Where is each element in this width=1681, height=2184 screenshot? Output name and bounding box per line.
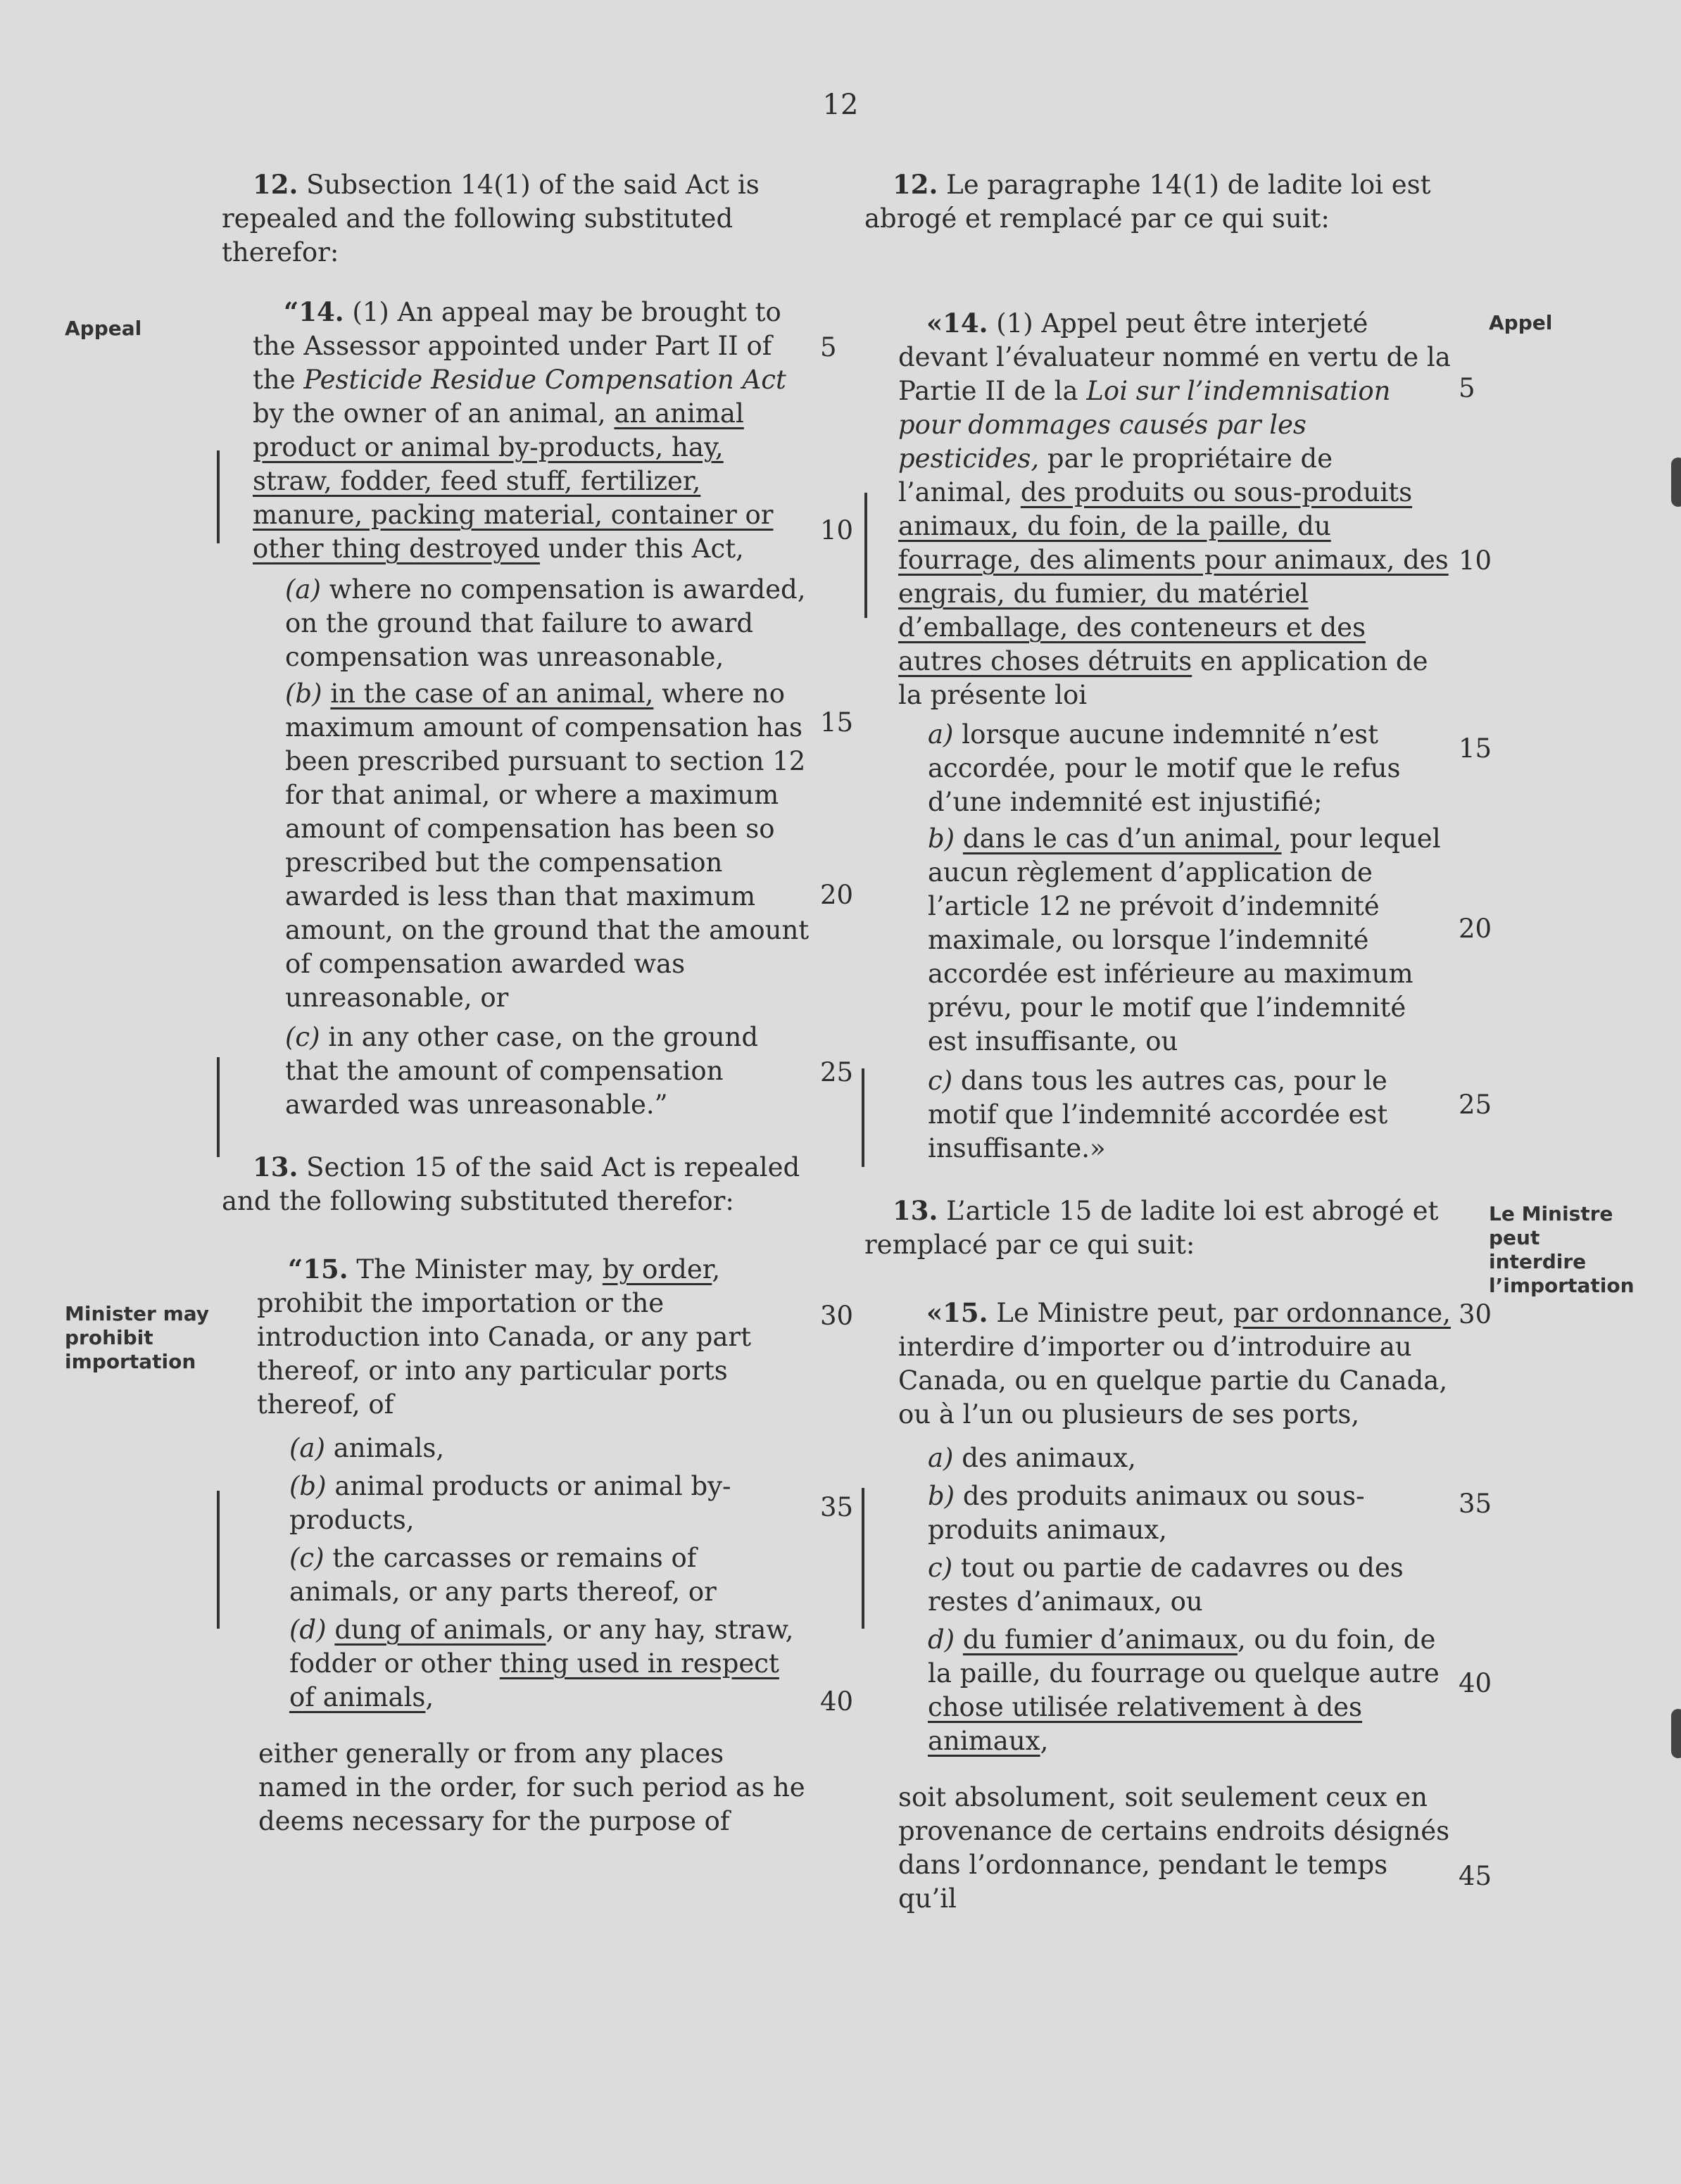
fr-sec14-text-c: en application de la présente loi xyxy=(898,646,1428,710)
en-para-c-label: (c) xyxy=(285,1022,320,1052)
fr-sec14-act-title: Loi sur l’indemnisation pour dommages causés par les pesticides, xyxy=(898,376,1391,474)
en-sec15-number: “15. xyxy=(288,1254,348,1284)
fr-import-b-text: des produits animaux ou sous-produits animaux, xyxy=(928,1481,1365,1545)
fr-section-13 xyxy=(864,1194,1452,1262)
en-sec14-number: “14. xyxy=(284,296,344,327)
fr-import-c-label: c) xyxy=(928,1553,953,1583)
line-number-fr: 20 xyxy=(1459,914,1492,944)
en-import-a-text: animals, xyxy=(325,1433,445,1463)
line-number-fr: 40 xyxy=(1459,1668,1492,1698)
fr-para-a-label: a) xyxy=(928,719,954,750)
marginal-note-minister-en: Minister may prohibit importation xyxy=(65,1302,210,1373)
fr-import-d-label: d) xyxy=(928,1624,955,1655)
en-import-d xyxy=(222,1613,810,1715)
en-import-b-text: animal products or animal by-products, xyxy=(289,1471,731,1535)
en-para-a-label: (a) xyxy=(285,574,321,605)
fr-para-b-text: pour lequel aucun règlement d’application de l’article 12 ne prévoit d’indemnité maximale, ou lorsque l’indemnité accordée est inférieure au maximum prévu, pour le motif que l’indemnité est insuffisante, ou xyxy=(928,823,1441,1056)
en-section-12 xyxy=(222,168,810,270)
en-import-d-text: , or any hay, straw, fodder or other xyxy=(289,1615,794,1679)
fr-import-d-text: , ou du foin, de la paille, du fourrage ou quelque autre xyxy=(928,1624,1440,1689)
line-number-fr: 45 xyxy=(1459,1861,1492,1891)
fr-import-a xyxy=(864,1441,1452,1475)
line-number-en: 20 xyxy=(820,880,854,910)
en-import-d-label: (d) xyxy=(289,1615,327,1645)
fr-import-c xyxy=(864,1551,1452,1619)
en-sec13-heading: 13. xyxy=(253,1151,298,1182)
fr-sec14-number: «14. xyxy=(926,308,988,339)
en-para-b-amended: in the case of an animal, xyxy=(330,678,654,709)
line-number-fr: 30 xyxy=(1459,1299,1492,1330)
english-column xyxy=(222,168,810,1838)
binder-hole-mark xyxy=(1671,457,1681,507)
change-bar xyxy=(217,1491,220,1629)
change-bar xyxy=(862,1488,864,1629)
en-tail xyxy=(222,1737,810,1838)
en-para-a-text: where no compensation is awarded, on the ground that failure to award compensation was unreasonable, xyxy=(285,574,806,672)
en-import-a-label: (a) xyxy=(289,1433,325,1463)
en-import-c-label: (c) xyxy=(289,1543,325,1573)
en-import-c-text: the carcasses or remains of animals, or any parts thereof, or xyxy=(289,1543,717,1607)
fr-sec15-text-a: Le Ministre peut, xyxy=(988,1298,1233,1328)
fr-sec15-amended: par ordonnance, xyxy=(1233,1298,1451,1328)
marginal-note-appeal-en: Appeal xyxy=(65,317,142,340)
en-sec15-text-a: The Minister may, xyxy=(348,1254,603,1284)
marginal-note-appeal-fr: Appel xyxy=(1489,311,1553,334)
en-import-d-amended-1: dung of animals xyxy=(334,1615,546,1645)
en-para-a xyxy=(222,573,810,674)
line-number-fr: 10 xyxy=(1459,545,1492,576)
en-import-d-end: , xyxy=(425,1682,434,1712)
line-number-en: 25 xyxy=(820,1057,854,1087)
line-number-en: 5 xyxy=(820,332,837,362)
fr-sec14-amended-text: des produits ou sous-produits animaux, du foin, de la paille, du fourrage, des aliments pour animaux, des engrais, du fumier, du matériel d’emballage, des conteneurs et des autres choses détruits xyxy=(898,477,1449,676)
change-bar xyxy=(864,493,867,618)
fr-tail-text: soit absolument, soit seulement ceux en provenance de certains endroits désignés dans l’ordonnance, pendant le temps qu’il xyxy=(898,1782,1450,1914)
en-sec13-text: Section 15 of the said Act is repealed and the following substituted therefor: xyxy=(222,1152,800,1216)
change-bar xyxy=(217,1057,220,1157)
en-sec12-text: Subsection 14(1) of the said Act is repealed and the following substituted therefor: xyxy=(222,170,760,267)
en-import-c xyxy=(222,1541,810,1609)
fr-sec15-text-b: interdire d’importer ou d’introduire au Canada, ou en quelque partie du Canada, ou à l’un ou plusieurs de ses ports, xyxy=(898,1332,1448,1429)
en-import-d-amended-2: thing used in respect of animals xyxy=(289,1648,779,1712)
fr-import-d-end: , xyxy=(1040,1726,1049,1756)
fr-import-b xyxy=(864,1479,1452,1547)
en-sec15-amended: by order xyxy=(602,1254,712,1284)
fr-import-d-amended-1: du fumier d’animaux xyxy=(962,1624,1238,1655)
fr-import-d-amended-2: chose utilisée relativement à des animaux xyxy=(928,1692,1363,1756)
en-sec12-heading: 12. xyxy=(253,169,298,200)
en-tail-text: either generally or from any places named in the order, for such period as he deems necessary for the purpose of xyxy=(258,1738,805,1836)
en-para-b xyxy=(222,677,810,1015)
fr-import-a-text: des animaux, xyxy=(953,1443,1136,1473)
en-para-b-label: (b) xyxy=(285,678,322,709)
en-para-c-text: in any other case, on the ground that the amount of compensation awarded was unreasonable.” xyxy=(285,1022,759,1120)
fr-import-d xyxy=(864,1623,1452,1758)
line-number-en: 10 xyxy=(820,515,854,545)
line-number-fr: 35 xyxy=(1459,1489,1492,1519)
line-number-en: 15 xyxy=(820,707,854,738)
line-number-en: 30 xyxy=(820,1301,854,1331)
fr-para-a xyxy=(864,718,1452,819)
line-number-en: 40 xyxy=(820,1686,854,1717)
fr-section-14 xyxy=(864,306,1452,712)
fr-sec14-text-b: par le propriétaire de l’animal, xyxy=(898,443,1333,507)
en-section-15 xyxy=(222,1252,810,1422)
en-sec14-text-a: (1) An appeal may be brought to the Assessor appointed under Part II of the xyxy=(253,297,781,395)
change-bar xyxy=(217,450,220,543)
line-number-fr: 15 xyxy=(1459,733,1492,764)
fr-para-c xyxy=(864,1064,1452,1166)
fr-para-b-label: b) xyxy=(928,823,955,854)
fr-sec12-heading: 12. xyxy=(893,169,938,200)
fr-sec14-text-a: (1) Appel peut être interjeté devant l’évaluateur nommé en vertu de la Partie II de la xyxy=(898,308,1451,406)
en-sec15-text-b: , prohibit the importation or the introduction into Canada, or any part thereof, or into any particular ports thereof, of xyxy=(257,1254,751,1420)
fr-sec12-text: Le paragraphe 14(1) de ladite loi est abrogé et remplacé par ce qui suit: xyxy=(864,170,1431,234)
fr-sec13-text: L’article 15 de ladite loi est abrogé et remplacé par ce qui suit: xyxy=(864,1196,1439,1260)
en-para-c xyxy=(222,1021,810,1122)
page-number: 12 xyxy=(822,89,859,121)
en-sec14-text-b: by the owner of an animal, xyxy=(253,398,615,429)
binder-hole-mark xyxy=(1671,1709,1681,1758)
fr-section-15 xyxy=(864,1296,1452,1432)
en-para-b-text: where no maximum amount of compensation has been prescribed pursuant to section 12 for that animal, or where a maximum amount of compensation has been so prescribed but the compensation awarded is less than that maximum amount, on the ground that the amount of compensation awarded was unreasonable, or xyxy=(285,678,810,1013)
fr-para-b-amended: dans le cas d’un animal, xyxy=(962,823,1282,854)
en-section-13 xyxy=(222,1150,810,1218)
en-sec14-text-c: under this Act, xyxy=(540,534,744,564)
fr-para-a-text: lorsque aucune indemnité n’est accordée, pour le motif que le refus d’une indemnité est injustifié; xyxy=(928,719,1401,817)
fr-import-a-label: a) xyxy=(928,1443,954,1473)
en-import-a xyxy=(222,1432,810,1465)
en-sec14-amended-text: an animal product or animal by-products, hay, straw, fodder, feed stuff, fertilizer, manure, packing material, container or other thing destroyed xyxy=(253,398,774,564)
fr-sec13-heading: 13. xyxy=(893,1195,938,1226)
fr-para-b xyxy=(864,822,1452,1059)
fr-para-c-label: c) xyxy=(928,1066,953,1096)
en-import-b-label: (b) xyxy=(289,1471,327,1501)
marginal-note-minister-fr: Le Ministre peut interdire l’importation xyxy=(1489,1202,1635,1297)
line-number-fr: 25 xyxy=(1459,1090,1492,1120)
fr-sec15-number: «15. xyxy=(926,1297,988,1328)
en-import-b xyxy=(222,1470,810,1537)
change-bar xyxy=(862,1068,864,1167)
fr-section-12 xyxy=(864,168,1452,236)
en-sec14-act-title: Pesticide Residue Compensation Act xyxy=(303,365,786,395)
fr-para-c-text: dans tous les autres cas, pour le motif que l’indemnité accordée est insuffisante.» xyxy=(928,1066,1388,1163)
fr-import-b-label: b) xyxy=(928,1481,955,1511)
en-section-14 xyxy=(222,295,810,566)
line-number-fr: 5 xyxy=(1459,373,1475,403)
line-number-en: 35 xyxy=(820,1492,854,1522)
french-column xyxy=(864,168,1452,1916)
fr-import-c-text: tout ou partie de cadavres ou des restes d’animaux, ou xyxy=(928,1553,1404,1617)
fr-tail xyxy=(864,1781,1452,1916)
